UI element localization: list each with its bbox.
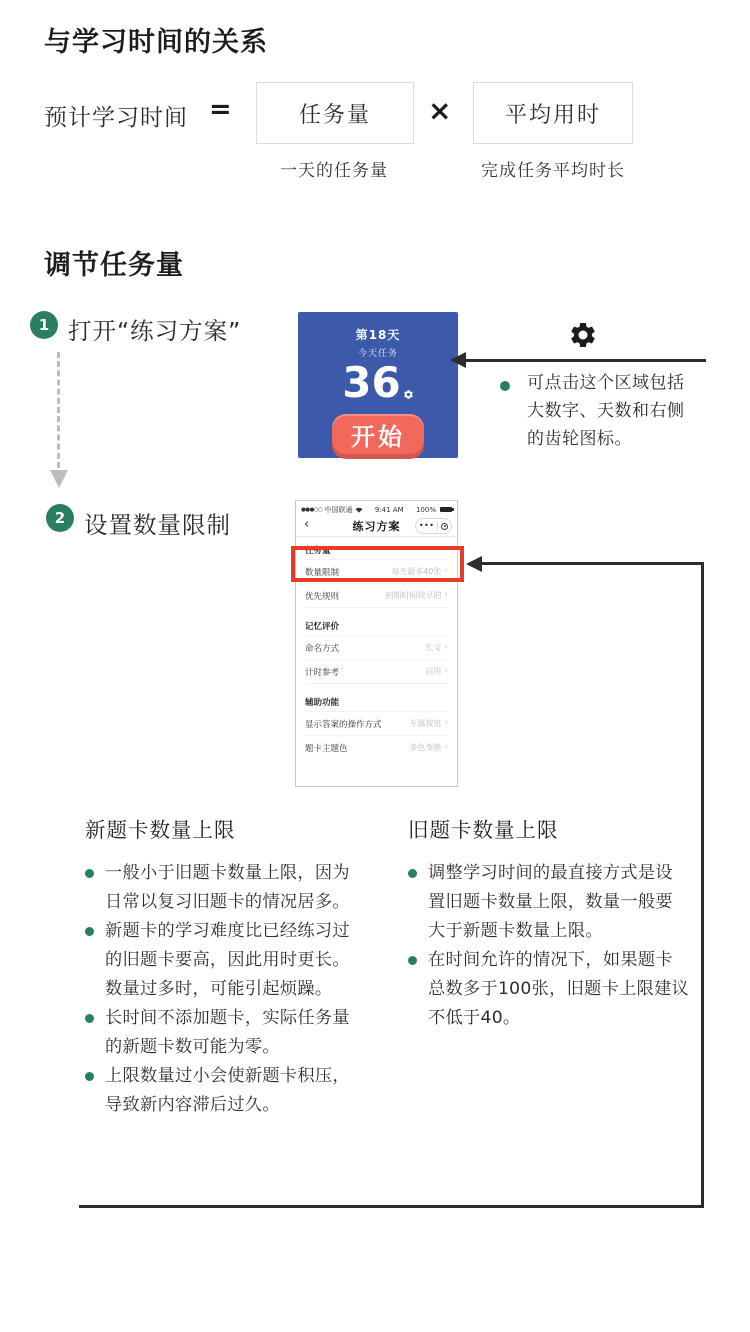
battery-icon bbox=[440, 507, 452, 512]
home-indicator-icon[interactable] bbox=[441, 523, 448, 530]
miniprogram-capsule bbox=[415, 518, 452, 534]
step-1-badge: 1 bbox=[30, 311, 58, 339]
average-time-box: 平均用时 bbox=[473, 82, 633, 144]
dashed-connector-line bbox=[57, 352, 60, 468]
list-item: 新题卡的学习难度比已经练习过的旧题卡要高，因此用时更长。数量过多时，可能引起烦躁。 bbox=[85, 917, 361, 1004]
bullet-dot-icon bbox=[85, 927, 94, 936]
column-heading: 新题卡数量上限 bbox=[85, 818, 236, 842]
gear-note-text: 可点击这个区域包括大数字、天数和右侧的齿轮图标。 bbox=[527, 373, 685, 449]
settings-row-answer-action[interactable]: 显示答案的操作方式 专属按钮 › bbox=[305, 711, 448, 735]
step-2-label: 设置数量限制 bbox=[84, 511, 231, 539]
card-task-count[interactable]: 36 bbox=[342, 358, 401, 407]
task-box-caption: 一天的任务量 bbox=[280, 161, 388, 181]
chevron-right-icon: › bbox=[444, 590, 448, 600]
section-title-adjust: 调节任务量 bbox=[44, 250, 184, 281]
nav-title: 练习方案 bbox=[352, 519, 401, 533]
equals-sign: = bbox=[209, 94, 232, 125]
arrow-line bbox=[466, 359, 706, 362]
step-1-label: 打开“练习方案” bbox=[68, 317, 242, 345]
settings-row-priority-rule[interactable]: 优先规则 到期时间较早的 › bbox=[305, 583, 448, 607]
chevron-right-icon: › bbox=[444, 742, 448, 752]
capsule-divider bbox=[437, 522, 438, 531]
chevron-right-icon: › bbox=[444, 566, 448, 576]
step-2-badge: 2 bbox=[46, 504, 74, 532]
list-item: 长时间不添加题卡，实际任务量的新题卡数可能为零。 bbox=[85, 1004, 361, 1062]
bracket-bottom-line bbox=[79, 1205, 704, 1208]
formula-lhs: 预计学习时间 bbox=[44, 105, 188, 131]
nav-bar bbox=[296, 515, 457, 537]
chevron-right-icon: › bbox=[444, 666, 448, 676]
gear-icon bbox=[568, 320, 598, 350]
clock-label: 9:41 AM bbox=[374, 505, 404, 514]
down-arrow-icon bbox=[50, 470, 68, 488]
settings-row-quantity-limit[interactable]: 数量限制 每天最多40张 › bbox=[305, 559, 448, 583]
more-icon[interactable]: ••• bbox=[418, 521, 435, 530]
column-heading: 旧题卡数量上限 bbox=[408, 818, 559, 842]
task-quantity-box: 任务量 bbox=[256, 82, 414, 144]
new-cards-column bbox=[85, 813, 361, 1120]
bullet-dot-icon bbox=[408, 956, 417, 965]
settings-group-header: 任务量 bbox=[305, 546, 331, 556]
card-day-label: 第18天 bbox=[355, 328, 401, 342]
highlight-box bbox=[291, 546, 464, 582]
bullet-dot-icon bbox=[85, 1014, 94, 1023]
settings-row-card-theme[interactable]: 题卡主题色 多色变换 › bbox=[305, 735, 448, 759]
section-title-relation: 与学习时间的关系 bbox=[44, 27, 268, 58]
settings-row-naming-mode[interactable]: 命名方式 长文 › bbox=[305, 635, 448, 659]
time-box-caption: 完成任务平均时长 bbox=[481, 161, 625, 181]
chevron-right-icon: › bbox=[444, 642, 448, 652]
back-chevron-icon[interactable]: ‹ bbox=[304, 517, 310, 532]
list-item: 上限数量过小会使新题卡积压，导致新内容滞后过久。 bbox=[85, 1062, 361, 1120]
settings-row-timing-reference[interactable]: 计时参考 启用 › bbox=[305, 659, 448, 683]
list-item: 调整学习时间的最直接方式是设置旧题卡数量上限，数量一般要大于新题卡数量上限。 bbox=[408, 859, 690, 946]
signal-icon: ●●●○○ bbox=[301, 506, 323, 513]
bracket-top-line bbox=[482, 562, 704, 565]
old-cards-column bbox=[408, 813, 690, 1033]
bullet-dot-icon bbox=[85, 869, 94, 878]
multiply-sign: × bbox=[428, 94, 452, 127]
bullet-dot-icon bbox=[408, 869, 417, 878]
status-bar bbox=[296, 501, 457, 515]
start-button[interactable]: 开始 bbox=[332, 414, 424, 454]
bullet-dot-icon bbox=[500, 381, 510, 391]
settings-group-header: 辅助功能 bbox=[305, 683, 448, 711]
carrier-label: 中国联通 bbox=[324, 505, 353, 514]
chevron-right-icon: › bbox=[444, 718, 448, 728]
card-subtitle: 今天任务 bbox=[357, 349, 398, 359]
arrow-left-icon bbox=[450, 352, 466, 368]
wifi-icon bbox=[355, 507, 363, 513]
list-item: 在时间允许的情况下，如果题卡总数多于100张，旧题卡上限建议不低于40。 bbox=[408, 946, 690, 1033]
bracket-vertical-line bbox=[701, 562, 704, 1208]
gear-icon[interactable] bbox=[403, 389, 414, 400]
arrow-left-icon bbox=[466, 556, 482, 572]
list-item: 一般小于旧题卡数量上限，因为日常以复习旧题卡的情况居多。 bbox=[85, 859, 361, 917]
bullet-dot-icon bbox=[85, 1072, 94, 1081]
settings-screen bbox=[295, 500, 458, 787]
battery-label: 100% bbox=[415, 505, 436, 514]
settings-group-header: 记忆评价 bbox=[305, 607, 448, 635]
practice-plan-card[interactable] bbox=[298, 312, 458, 458]
